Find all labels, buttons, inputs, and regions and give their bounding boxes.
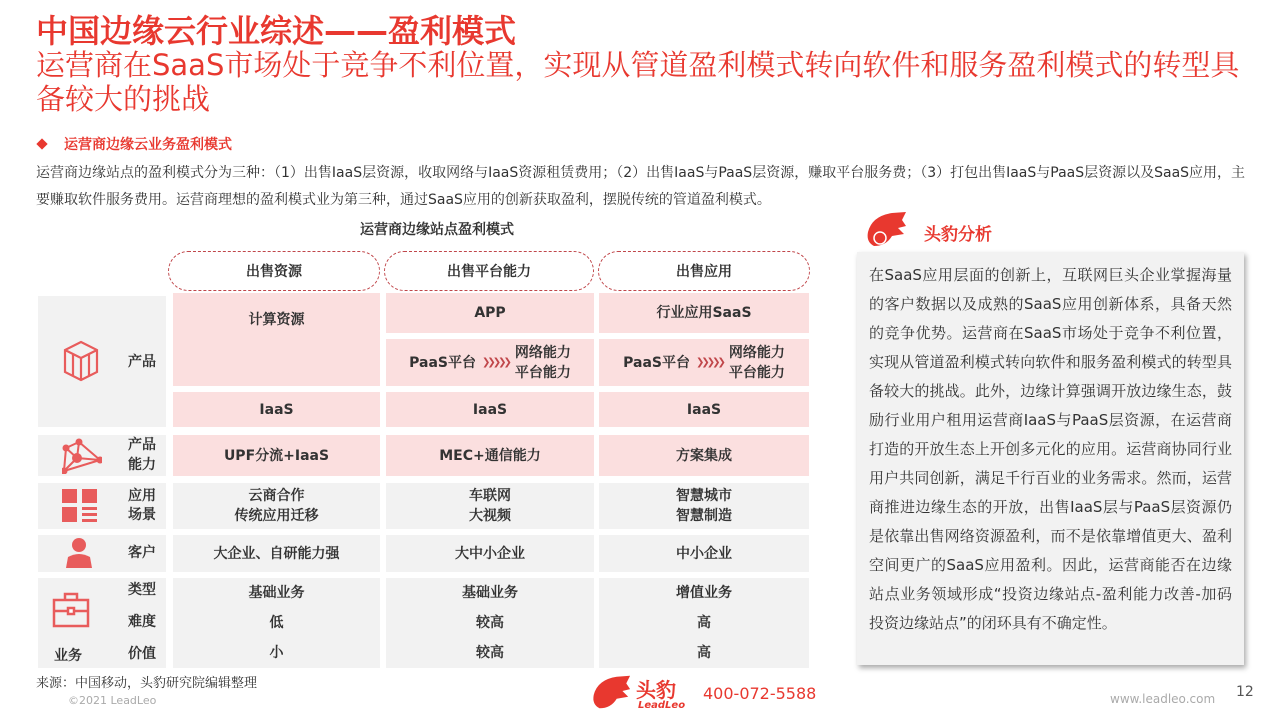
header-sell-apps: 出售应用 — [598, 251, 810, 291]
cell-paas-platform-2 — [599, 339, 809, 386]
label-value: 价值 — [128, 646, 156, 662]
grid-apps-icon — [62, 489, 98, 523]
analysis-box — [857, 252, 1244, 665]
section-heading — [38, 134, 232, 154]
leopard-logo-icon — [862, 210, 908, 248]
paas-platform-ability: 平台能力 — [728, 364, 785, 381]
header-sell-platform: 出售平台能力 — [384, 251, 594, 291]
label-ability-2: 能力 — [128, 457, 156, 473]
cell-customer-2: 大中小企业 — [386, 535, 594, 572]
cell-iaas-3: IaaS — [599, 392, 809, 427]
paas-label: PaaS平台 — [409, 354, 476, 371]
page-number: 12 — [1236, 684, 1254, 700]
logo-cn: 头豹 — [636, 678, 676, 702]
business-value: 较高 — [476, 645, 504, 661]
chevrons-icon: ❯❯❯❯❯ — [481, 356, 509, 368]
business-type: 基础业务 — [248, 585, 305, 601]
row-label-product — [38, 296, 166, 427]
paas-right — [515, 343, 571, 383]
section-label: 运营商边缘云业务盈利模式 — [64, 137, 232, 153]
cell-scene-1 — [173, 483, 380, 529]
page-subtitle: 运营商在SaaS市场处于竞争不利位置，实现从管道盈利模式转向软件和服务盈利模式的转型具备较大的挑战 — [36, 48, 1240, 116]
scene-line: 智慧城市 — [676, 488, 732, 504]
briefcase-icon — [52, 592, 90, 628]
paas-platform-ability: 平台能力 — [514, 364, 571, 381]
logo-en: LeadLeo — [638, 700, 686, 711]
cell-business-3 — [599, 578, 809, 668]
business-type: 增值业务 — [676, 585, 732, 601]
label-type: 类型 — [128, 582, 156, 598]
cell-saas: 行业应用SaaS — [599, 293, 809, 333]
leadleo-logo-icon — [588, 672, 632, 712]
cell-business-2 — [386, 578, 594, 668]
cell-customer-1: 大企业、自研能力强 — [173, 535, 380, 572]
phone: 400-072-5588 — [703, 684, 817, 703]
label-scene-2: 场景 — [128, 507, 156, 523]
analysis-title: 头豹分析 — [924, 225, 992, 245]
label-business: 业务 — [54, 648, 82, 664]
cell-compute: 计算资源 — [173, 293, 380, 386]
chevrons-icon: ❯❯❯❯❯ — [695, 356, 723, 368]
network-icon — [62, 438, 102, 474]
cell-customer-3: 中小企业 — [599, 535, 809, 572]
diamond-bullet-icon — [36, 138, 47, 149]
table-title: 运营商边缘站点盈利模式 — [360, 222, 514, 238]
cell-iaas-1: IaaS — [173, 392, 380, 427]
label-difficulty: 难度 — [128, 614, 156, 630]
cell-app: APP — [386, 293, 594, 333]
cell-iaas-2: IaaS — [386, 392, 594, 427]
label-ability-1: 产品 — [128, 437, 156, 453]
scene-line: 车联网 — [469, 488, 511, 504]
row-label-ability — [38, 435, 166, 476]
row-label-customer — [38, 535, 166, 572]
label-product: 产品 — [128, 354, 156, 370]
header-sell-resources: 出售资源 — [168, 251, 380, 291]
cell-ability-2: MEC+通信能力 — [386, 435, 594, 476]
cell-scene-2 — [386, 483, 594, 529]
label-customer: 客户 — [128, 545, 156, 561]
scene-line: 传统应用迁移 — [234, 508, 319, 524]
paas-network: 网络能力 — [514, 344, 571, 361]
scene-line: 大视频 — [469, 508, 511, 524]
customer-person-icon — [66, 537, 92, 568]
paas-network: 网络能力 — [728, 344, 785, 361]
cube-icon — [62, 340, 100, 382]
business-type: 基础业务 — [462, 585, 518, 601]
business-difficulty: 较高 — [476, 615, 504, 631]
cell-scene-3 — [599, 483, 809, 529]
cell-ability-1: UPF分流+IaaS — [173, 435, 380, 476]
page-title: 中国边缘云行业综述——盈利模式 — [36, 12, 517, 50]
analysis-text: 在SaaS应用层面的创新上，互联网巨头企业掌握海量的客户数据以及成熟的SaaS应用创新体系，具备天然的竞争优势。运营商在SaaS市场处于竞争不利位置，实现从管道盈利模式转向软件和服务盈利模式的转型具备较大的挑战。此外，边缘计算强调开放边缘生态，鼓励行业用户租用运营商IaaS与PaaS层资源，在运营商打造的开放生态上开创多元化的应用。运营商协同行业用户共同创新，满足千行百业的业务需求。然而，运营商推进边缘生态的开放，出售IaaS层与PaaS层资源仍是依靠出售网络资源盈利，而不是依靠增值更大、盈利空间更广的SaaS应用盈利。因此，运营商能否在边缘站点业务领域形成“投资边缘站点-盈利能力改善-加码投资边缘站点”的闭环具有不确定性。 — [869, 266, 1232, 632]
row-label-scene — [38, 483, 166, 529]
label-scene-1: 应用 — [128, 488, 156, 504]
scene-line: 云商合作 — [248, 488, 305, 504]
cell-ability-3: 方案集成 — [599, 435, 809, 476]
intro-paragraph: 运营商边缘站点的盈利模式分为三种：（1）出售IaaS层资源，收取网络与IaaS资源租赁费用；（2）出售IaaS与PaaS层资源，赚取平台服务费；（3）打包出售IaaS与PaaS层资源以及SaaS应用，主要赚取软件服务费用。运营商理想的盈利模式业为第三种，通过SaaS应用的创新获取盈利，摆脱传统的管道盈利模式。 — [36, 165, 1246, 208]
business-difficulty: 高 — [697, 615, 711, 631]
business-value: 小 — [269, 645, 284, 661]
cell-paas-platform — [386, 339, 594, 386]
business-difficulty: 低 — [269, 615, 284, 631]
paas-right — [729, 343, 785, 383]
source-note: 来源：中国移动，头豹研究院编辑整理 — [36, 676, 258, 691]
website: www.leadleo.com — [1110, 692, 1216, 706]
copyright: ©2021 LeadLeo — [68, 694, 157, 707]
business-value: 高 — [697, 645, 711, 661]
row-label-business — [38, 578, 166, 668]
scene-line: 智慧制造 — [676, 508, 732, 524]
cell-business-1 — [173, 578, 380, 668]
paas-label: PaaS平台 — [623, 354, 690, 371]
